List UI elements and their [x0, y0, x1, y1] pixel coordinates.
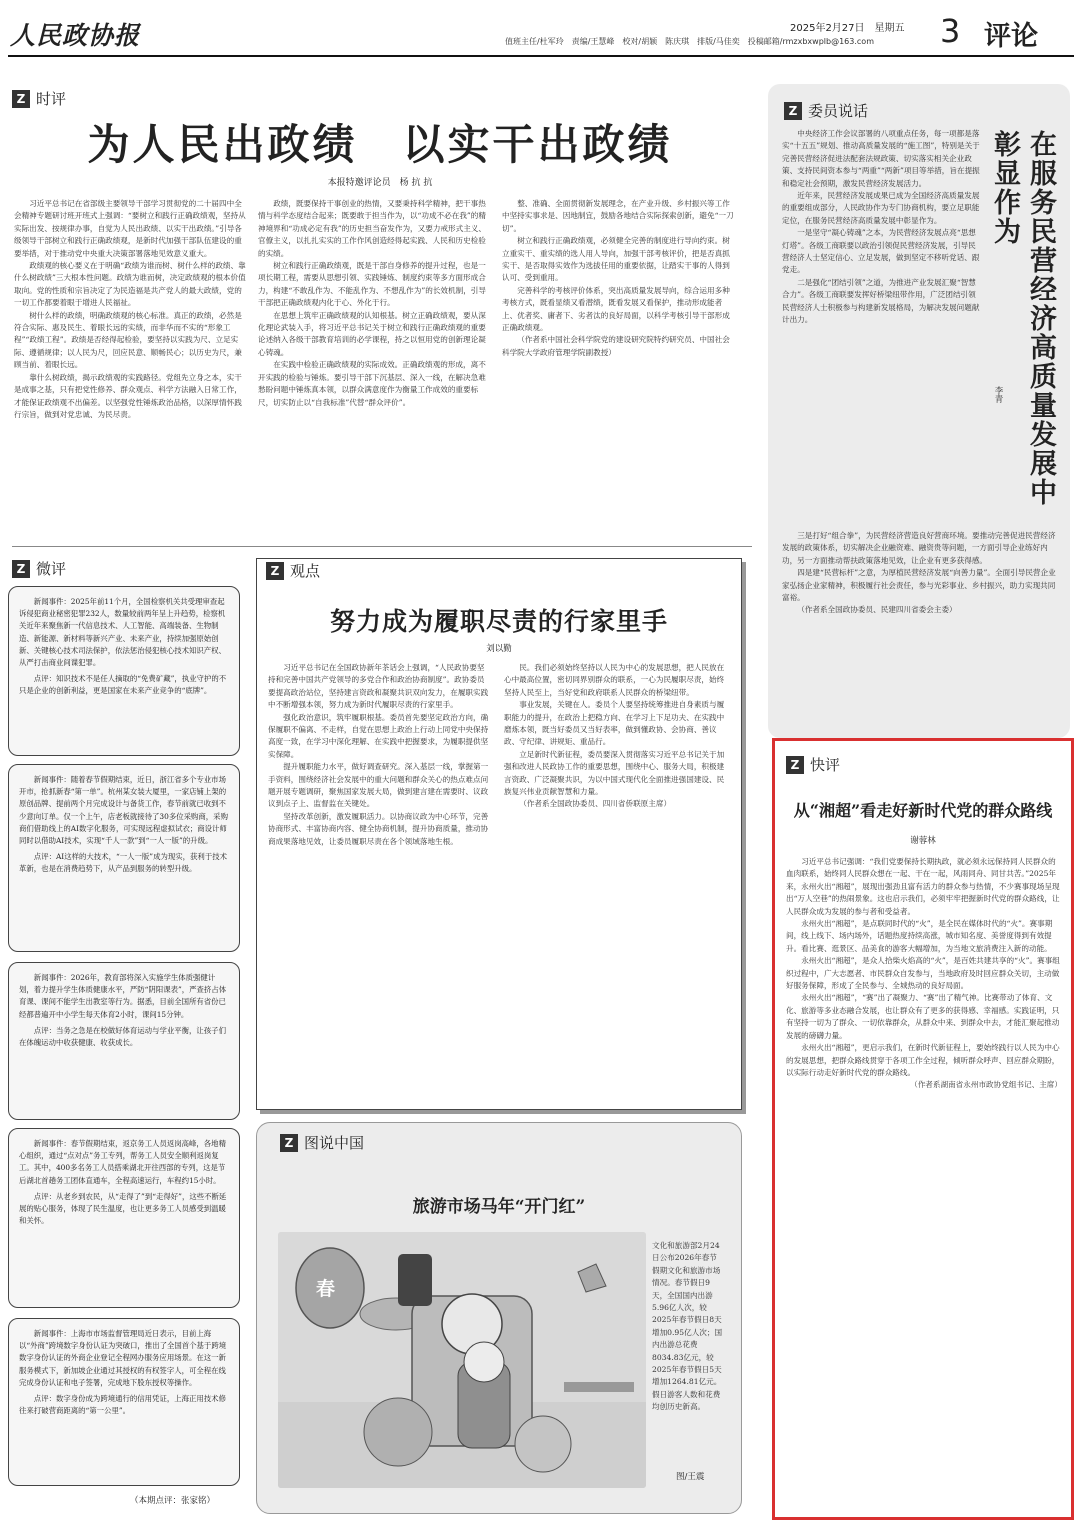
- section-label-weiping: [12, 558, 66, 579]
- tushuo-credit: 图/王震: [676, 1472, 705, 1482]
- z-icon: Z: [12, 560, 30, 578]
- section-title: 时评: [36, 90, 67, 108]
- article-paragraph: 习近平总书记在全国政协新年茶话会上强调，“人民政协要坚持和完善中国共产党领导的多党合作和政治协商制度”。政协委员要提高政治站位，坚持建言资政和凝聚共识双向发力，在履职实践中不断增强本领，努力成为新时代履职尽责的行家里手。: [268, 663, 489, 710]
- article-paragraph: 民。我们必须始终坚持以人民为中心的发展思想，把人民放在心中最高位置，密切同界别群众的联系，一心为民履职尽责，始终坚持人民至上，当好党和政府联系人民群众的桥梁纽带。: [504, 663, 725, 697]
- section-title: 观点: [290, 562, 321, 580]
- article-paragraph: 习近平总书记强调：“我们党要保持长期执政，就必须永远保持同人民群众的血肉联系，始终同人民群众想在一起、干在一起，风雨同舟、同甘共苦。”2025年来，永州火出“湘超”，展现出强劲且富有活力的群众参与热情，不少赛事现场呈现出“万人空巷”的热闹景象。这也启示我们，必须牢牢把握新时代党的群众路线，让人民群众成为发展的参与者和受益者。: [786, 857, 1060, 916]
- weiping-card: [8, 1318, 240, 1486]
- tushuo-illustration: [278, 1232, 646, 1488]
- masthead-rule: [8, 55, 1074, 57]
- kuaiping-byline: 谢蓉林: [910, 836, 936, 846]
- comment: 点评：从老乡到农民，从“走得了”到“走得好”，这些不断延展的贴心服务，体现了民生温度，也让更多务工人员感受到温暖和关怀。: [19, 1191, 227, 1226]
- article-author-note: （作者系湖南省永州市政协党组书记、主席）: [910, 1080, 1062, 1090]
- section-title: 快评: [810, 756, 841, 774]
- tourism-cartoon-image: [278, 1232, 646, 1488]
- section-title: 微评: [36, 560, 67, 578]
- comment: 点评：当务之急是在校做好体育运动与学业平衡，让孩子们在体魄运动中收获健康、收获成长。: [19, 1025, 226, 1048]
- article-author-note: （作者系全国政协委员、四川省侨联原主席）: [519, 799, 672, 809]
- article-paragraph: 中央经济工作会议部署的八项重点任务，每一项都是落实“十五五”规划、推动高质量发展的“施工图”，特别是关于完善民营经济促进法配套法规政策、切实落实相关企业政策、支持民间资本参与“两重”“两新”项目等举措，旨在提振和稳定社会预期，激发民营经济发展活力。: [782, 129, 980, 188]
- section-label-shiping: [12, 88, 66, 109]
- weiping-card: [8, 962, 240, 1120]
- shiping-col-2: [258, 198, 492, 538]
- masthead: [0, 0, 1080, 60]
- weiyuan-body-wide: [782, 530, 1058, 732]
- comment: 点评：知识技术不是任人摘取的“免费矿藏”，执业守护的不只是企业的创新利益，更是国家在未来产业竞争的“底牌”。: [19, 674, 227, 696]
- article-paragraph: 四是建“民营标杆”之意，为厚植民营经济发展“向善力量”。全面引导民营企业家弘扬企业家精神，积极履行社会责任，参与光彩事业、乡村振兴，助力实现共同富裕。: [782, 568, 1056, 603]
- masthead-logo: 人民政协报: [10, 21, 141, 50]
- comment: 点评：AI这样的大技术，“一人一版”成为现实，获利于技术革新，也是在消费趋势下，从产品到服务的转型升级。: [19, 852, 227, 874]
- article-author-note: （作者系全国政协委员、民建四川省委会主委）: [797, 605, 957, 615]
- section-label-kuaiping: [786, 754, 840, 775]
- z-icon: Z: [266, 562, 284, 580]
- comment: 点评：数字身份成为跨境通行的信用凭证，上海正用技术修往来打破营商距离的“第一公里”。: [19, 1394, 226, 1416]
- article-paragraph: 强化政治意识，筑牢履职根基。委员首先要坚定政治方向，确保履职不偏离、不走样，自觉在思想上政治上行动上同党中央保持高度一致，在学习中深化理解、在实践中把握要求，为履职提供坚实保障。: [268, 712, 489, 759]
- shiping-col-3: [502, 198, 736, 538]
- shiping-headline: 为人民出政绩 以实干出政绩: [87, 120, 673, 169]
- article-paragraph: 永州火出“湘超”，“赛”出了凝聚力、“赛”出了精气神。比赛带动了体育、文化、旅游等多业态融合发展，也让群众有了更多的获得感、幸福感。实践证明，只有坚持一切为了群众、一切依靠群众，从群众中来、到群众中去，才能汇聚起推动发展的磅礴力量。: [786, 993, 1060, 1040]
- section-label-guandian: [266, 560, 320, 581]
- masthead-page-section: 评论: [984, 21, 1038, 52]
- guandian-headline: 努力成为履职尽责的行家里手: [329, 607, 668, 636]
- section-title: 委员说话: [808, 102, 869, 120]
- weiping-card: [8, 1128, 240, 1308]
- tushuo-headline: 旅游市场马年“开门红”: [412, 1197, 586, 1217]
- article-paragraph: 政绩，既要保持干事创业的热情，又要秉持科学精神，把干事热情与科学态度结合起来；既要敢于担当作为，以“功成不必在我”的精神境界和“功成必定有我”的历史担当奋发作为，又要力戒形式主义、官僚主义，以扎扎实实的工作作风创造经得起实践、人民和历史检验的实绩。: [258, 199, 486, 258]
- section-label-weiyuan: [784, 100, 868, 121]
- weiping-card: [8, 764, 240, 952]
- section-label-tushuo: [280, 1132, 364, 1153]
- kuaiping-body: [786, 856, 1062, 1512]
- guandian-byline: 刘以勤: [486, 644, 512, 654]
- z-icon: Z: [784, 102, 802, 120]
- divider: [12, 546, 752, 547]
- kuaiping-headline: 从“湘超”看走好新时代党的群众路线: [793, 801, 1053, 820]
- guandian-col-1: [268, 662, 490, 1094]
- shiping-byline: 本报特邀评论员 杨 抗 抗: [327, 178, 433, 188]
- weiyuan-vertical-title: 在服务民营经济高质量发展中彰显作为: [989, 130, 1056, 507]
- article-paragraph: 三是打好“组合拳”，为民营经济营造良好营商环境。要推动完善促进民营经济发展的政策体系，切实解决企业融资难、融资贵等问题，一方面引导企业练好内功，另一方面推动帮扶政策落地见效，让企业有更多获得感。: [782, 531, 1056, 565]
- tushuo-caption: 文化和旅游部2月24日公布2026年春节假期文化和旅游市场情况。春节假日9天，全国国内出游5.96亿人次，较2025年春节假日8天增加0.95亿人次；国内出游总花费8034.83亿元，较2025年春节假日5天增加1264.81亿元。假日游客人数和花费均创历史新高。: [652, 1241, 723, 1412]
- news-event: 新闻事件：2025年前11个月，全国检察机关共受理审查起诉侵犯商业秘密犯罪232人，数量较前两年呈上升趋势，检察机关近年来聚焦新一代信息技术、人工智能、高端装备、生物制造、新能源、新材料等新兴产业、未来产业，持续加强原始创新、关键核心技术司法保护，依法惩治侵犯核心技术知识产权、从严打击商业间谍犯罪。: [19, 597, 226, 668]
- masthead-editors: 值班主任/杜军玲 责编/王慧峰 校对/胡颖 陈庆琪 排版/马佳奕 投稿邮箱/rmzxbxwplb@163.com: [505, 37, 874, 46]
- article-paragraph: 二是强化“团结引领”之道，为推进产业发展汇聚“智慧合力”。各级工商联要发挥好桥梁纽带作用，广泛团结引领民营经济人士积极参与构建新发展格局，为解决发展问题献计出力。: [782, 277, 980, 325]
- masthead-date: 2025年2月27日 星期五: [790, 23, 905, 34]
- article-paragraph: 靠什么树政绩，揭示政绩观的实践路径。党组先立身之本，实干是成事之基，只有把党性修养、群众观点、科学方法融入日常工作，才能保证政绩观不出偏差。以坚强党性锤炼政治品格，以深厚情怀践行宗旨，做到对党忠诚、为民尽责。: [14, 372, 242, 419]
- article-paragraph: 树立和践行正确政绩观，必须健全完善的制度进行导向约束。树立重实干、重实绩的选人用人导向，加强干部考核评价，把是否真抓实干、是否取得实效作为选拔任用的重要依据，让踏实干事的人得到认可、受到重用。: [502, 236, 730, 283]
- article-paragraph: 政绩观的核心要义在于明确“政绩为谁而树、树什么样的政绩、靠什么树政绩”三大根本性问题。政绩为谁而树，决定政绩观的根本价值取向。党的性质和宗旨决定了为民造福是共产党人的最大政绩，党的一切工作都要着眼于增进人民福祉。: [14, 261, 246, 308]
- article-paragraph: 习近平总书记在省部级主要领导干部学习贯彻党的二十届四中全会精神专题研讨班开班式上强调：“要树立和践行正确政绩观，坚持从实际出发、按规律办事，自觉为人民出政绩、以实干出政绩。”引导各级领导干部树立和践行正确政绩观，是新时代加强干部队伍建设的重要举措，对于推动党中央重大决策部署落地见效意义重大。: [14, 199, 246, 258]
- shiping-col-1: [14, 198, 248, 538]
- article-paragraph: 坚持改革创新，激发履职活力。以协商议政为中心环节，完善协商形式、丰富协商内容、健全协商机制，提升协商质量，推动协商成果落地见效，让委员履职尽责在各个领域落地生根。: [268, 811, 489, 846]
- article-paragraph: 永州火出“湘超”，更启示我们，在新时代新征程上，要始终践行以人民为中心的发展思想，把群众路线贯穿于各项工作全过程，倾听群众呼声、回应群众期盼，以实际行动走好新时代党的群众路线。: [786, 1043, 1060, 1077]
- article-author-note: （作者系中国社会科学院党的建设研究院特约研究员、中国社会科学院大学政府管理学院副教授）: [502, 335, 730, 357]
- article-paragraph: 近年来，民营经济发展成果已成为全国经济高质量发展的重要组成部分，人民政协作为专门协商机构，要立足职能定位，在服务民营经济高质量发展中彰显作为。: [782, 191, 980, 225]
- weiping-card: [8, 586, 240, 756]
- weiping-footer: （本期点评：张家铭）: [130, 1496, 216, 1506]
- article-paragraph: 整、准确、全面贯彻新发展理念，在产业升级、乡村振兴等工作中坚持实事求是、因地制宜，鼓励各地结合实际探索创新，避免“一刀切”。: [502, 199, 734, 233]
- lantern-label: 春: [316, 1278, 336, 1300]
- news-event: 新闻事件：春节假期结束，返京务工人员返岗高峰，各地精心组织，通过“点对点”务工专列，帮务工人员安全顺利返岗复工。其中，400多名务工人员搭乘湖北开往西部的专列，这是节后湖北首趟务工团体直通车，全程高速运行，车程约15小时。: [19, 1139, 226, 1185]
- z-icon: Z: [280, 1134, 298, 1152]
- article-paragraph: 立足新时代新征程，委员要深入贯彻落实习近平总书记关于加强和改进人民政协工作的重要思想，围绕中心、服务大局，积极建言资政、广泛凝聚共识，为以中国式现代化全面推进强国建设、民族复兴伟业贡献智慧和力量。: [504, 749, 725, 797]
- article-paragraph: 永州火出“湘超”，是点联同时代的“火”，是全民在媒体时代的“火”。赛事期间，线上线下、场内场外，话题热度持续高涨，城市知名度、美誉度得到有效提升。看比赛、逛景区、品美食的游客大幅增加，为当地文旅消费注入新的动能。: [786, 919, 1053, 953]
- article-paragraph: 在思想上筑牢正确政绩观的认知根基。树立正确政绩观，要从深化理论武装入手，将习近平总书记关于树立和践行正确政绩观的重要论述纳入各级干部教育培训的必学课程，持之以恒用党的创新理论凝心铸魂。: [258, 310, 486, 357]
- news-event: 新闻事件：随着春节假期结束，近日，浙江省多个专业市场开市，抢抓新春“第一单”。杭州某女装大厦里，一家店铺上架的原创品牌、提前两个月完成设计与备货工作，春节前就已收到不少意向订单。仅一个上午，店老板就接待了30多位采购商，采购商们借助线上的AI数字化服务，可实现远程虚拟试衣；商设计师同时以借助AI技术，实现“千人一款”到“一人一版”的升级。: [19, 775, 228, 846]
- article-paragraph: 提升履职能力水平，做好调查研究。深入基层一线，掌握第一手资料，围绕经济社会发展中的重大问题和群众关心的热点难点问题开展专题调研，聚焦国家发展大局，做到建言建在需要时、议政议到点子上、监督监在关键处。: [268, 762, 489, 809]
- news-event: 新闻事件：上海市市场监督管理局近日表示，目前上海以“外商”跨境数字身份认证为突破口，推出了全国首个基于跨境数字身份认证的外商企业登记全程网办服务应用场景。在这一新服务模式下，新加坡企业通过其授权的有权签字人，可全程在线完成身份认证和电子签署，完成地下股东授权等操作。: [19, 1329, 227, 1387]
- article-paragraph: 事业发展，关键在人。委员个人要坚持统筹推进自身素质与履职能力的提升，在政治上把稳方向、在学习上下足功夫、在实践中磨炼本领，既当好委员又当好表率，做到懂政协、会协商、善议政、守纪律、讲规矩、重品行。: [504, 700, 725, 747]
- masthead-page-number: 3: [940, 12, 961, 50]
- article-paragraph: 树立和践行正确政绩观，既是干部自身修养的提升过程，也是一项长期工程，需要从思想引领、实践锤炼、制度约束等多方面形成合力，构建“不敢乱作为、不能乱作为、不想乱作为”的长效机制，引导干部把正确政绩观内化于心、外化于行。: [258, 261, 486, 308]
- z-icon: Z: [786, 756, 804, 774]
- z-icon: Z: [12, 90, 30, 108]
- weiyuan-body: [782, 128, 980, 526]
- section-title: 图说中国: [304, 1134, 365, 1152]
- article-paragraph: 树什么样的政绩，明确政绩观的核心标准。真正的政绩，必然是符合实际、惠及民生、着眼长远的实绩，而非华而不实的“形象工程”“政绩工程”。政绩是否经得起检验，要坚持以实践为尺、立足实际、遵循规律；以人民为尺，回应民意、顺畅民心；以历史为尺，兼顾当前、着眼长远。: [14, 310, 242, 370]
- article-paragraph: 一是坚守“凝心铸魂”之本，为民营经济发展点亮“思想灯塔”。各级工商联要以政治引领促民营经济发展，引导民营经济人士坚定信心、立足发展，做到坚定不移听党话、跟党走。: [782, 228, 980, 275]
- guandian-col-2: [504, 662, 730, 1094]
- article-paragraph: 永州火出“湘超”，是众人拾柴火焰高的“火”，是百姓共建共享的“火”。赛事组织过程中，广大志愿者、市民群众自发参与，当地政府及时回应群众关切，主动做好服务保障，形成了全民参与、全城热动的良好局面。: [786, 956, 1060, 991]
- article-paragraph: 在实践中检验正确政绩观的实际成效。正确政绩观的形成，离不开实践的检验与锤炼。要引导干部下沉基层、深入一线，在解决急难愁盼问题中锤炼真本领，以群众满意度作为衡量工作成效的重要标尺，切实防止以“自我标准”代替“群众评价”。: [258, 360, 486, 407]
- weiyuan-author: 李青: [993, 386, 1003, 403]
- article-paragraph: 完善科学的考核评价体系，突出高质量发展导向，综合运用多种考核方式，既看显绩又看潜绩，既看发展又看保护，推动形成能者上、优者奖、庸者下、劣者汰的良好局面，以科学考核引导干部形成正确政绩观。: [502, 285, 730, 333]
- news-event: 新闻事件：2026年，教育部将深入实施学生体质强健计划，着力提升学生体质健康水平，严防“阴阳课表”，严查挤占体育课、课间不能学生出教室等行为。据悉，目前全国所有省份已经都普遍开中小学生每天体育2小时，课间15分钟。: [19, 973, 227, 1019]
